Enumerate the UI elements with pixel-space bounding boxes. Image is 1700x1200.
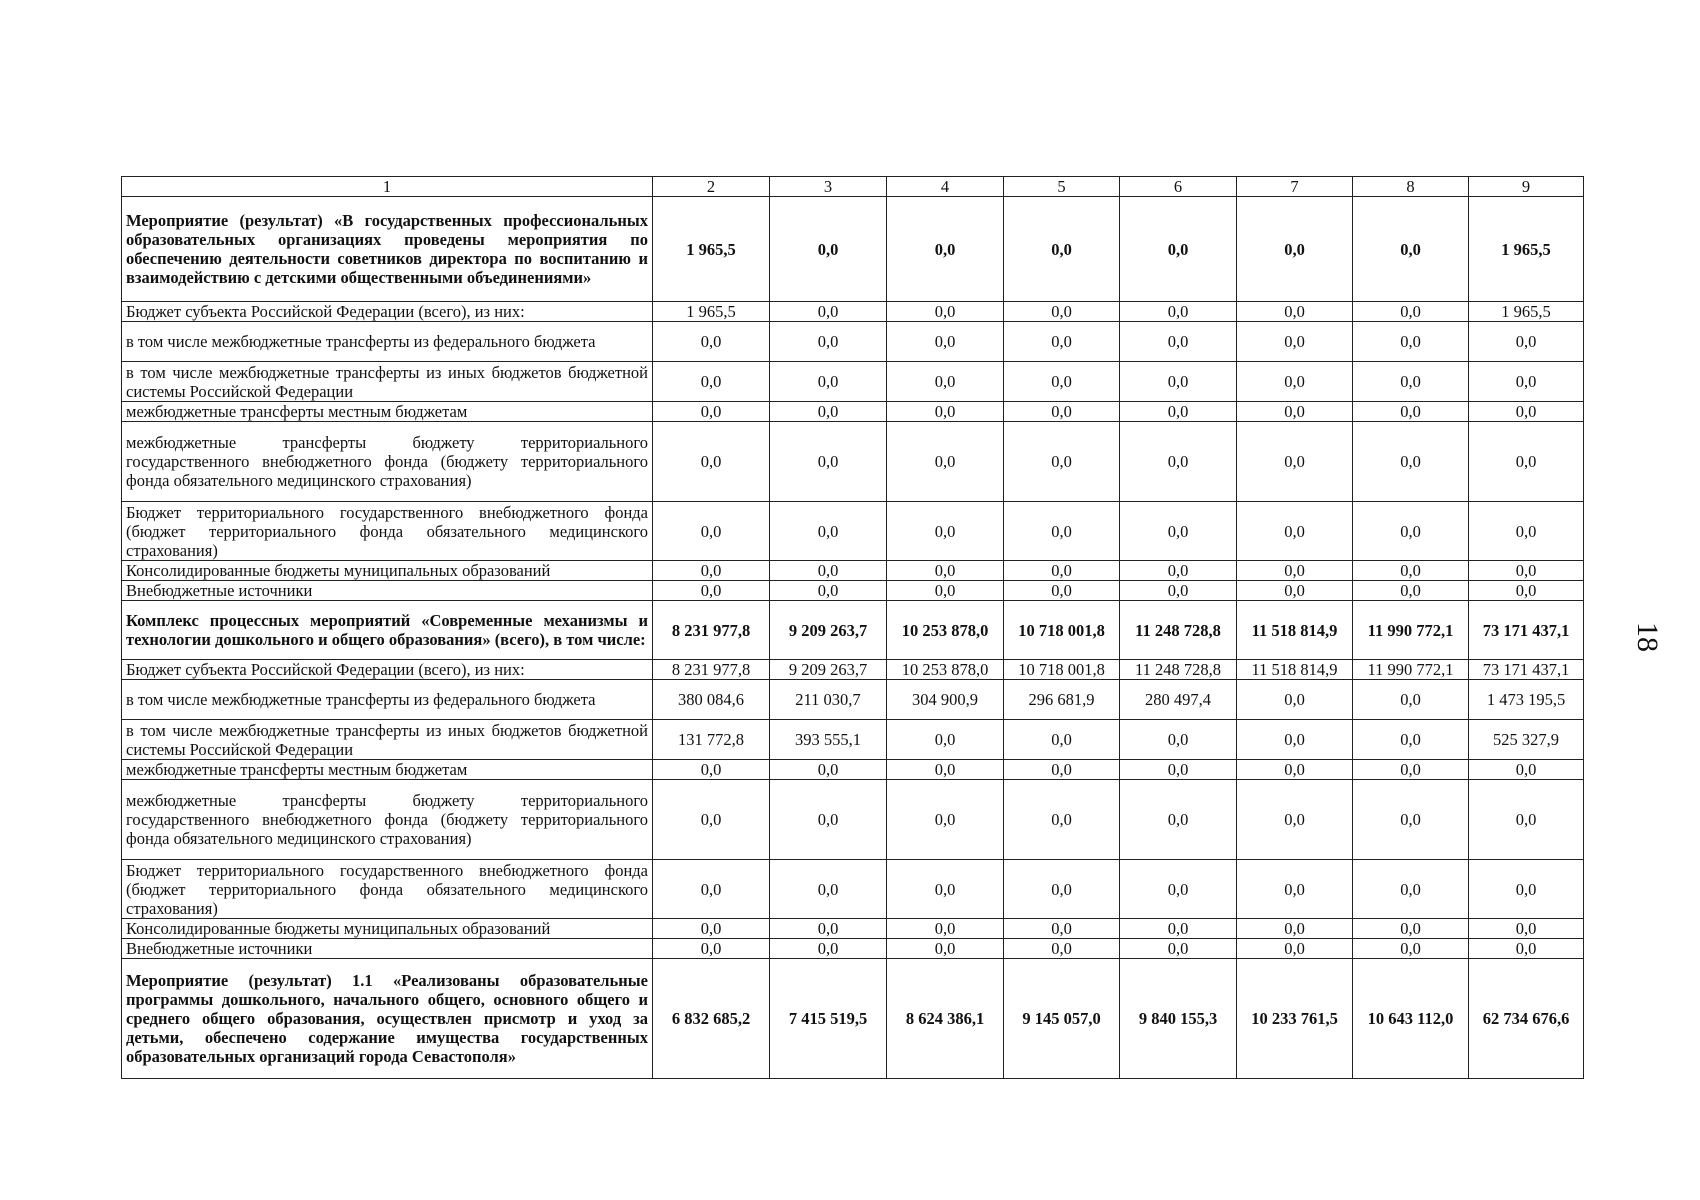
value-cell: 0,0 — [1120, 860, 1237, 919]
value-cell: 0,0 — [770, 860, 887, 919]
value-cell: 0,0 — [887, 561, 1004, 581]
value-cell: 11 518 814,9 — [1237, 660, 1353, 680]
value-cell: 0,0 — [1120, 939, 1237, 959]
row-label: межбюджетные трансферты бюджету территориального государственного внебюджетного фонда (бюджету территориального фонда обязательного медицинского страхования) — [122, 422, 653, 502]
value-cell: 0,0 — [1237, 322, 1353, 362]
value-cell: 0,0 — [887, 860, 1004, 919]
row-label: межбюджетные трансферты местным бюджетам — [122, 402, 653, 422]
value-cell: 0,0 — [887, 919, 1004, 939]
table-row — [122, 780, 1584, 860]
value-cell: 0,0 — [1469, 502, 1584, 561]
value-cell: 0,0 — [1237, 720, 1353, 760]
row-label: Внебюджетные источники — [122, 939, 653, 959]
value-cell: 0,0 — [887, 302, 1004, 322]
value-cell: 0,0 — [1120, 322, 1237, 362]
value-cell: 0,0 — [1237, 302, 1353, 322]
value-cell: 0,0 — [770, 502, 887, 561]
value-cell: 0,0 — [653, 939, 770, 959]
value-cell: 131 772,8 — [653, 720, 770, 760]
value-cell: 9 840 155,3 — [1120, 959, 1237, 1079]
table-row — [122, 422, 1584, 502]
value-cell: 0,0 — [1004, 939, 1120, 959]
value-cell: 0,0 — [1004, 919, 1120, 939]
value-cell: 0,0 — [887, 780, 1004, 860]
value-cell: 9 209 263,7 — [770, 601, 887, 660]
value-cell: 62 734 676,6 — [1469, 959, 1584, 1079]
row-label: в том числе межбюджетные трансферты из иных бюджетов бюджетной системы Российской Федерации — [122, 362, 653, 402]
value-cell: 0,0 — [653, 760, 770, 780]
row-label: в том числе межбюджетные трансферты из иных бюджетов бюджетной системы Российской Федерации — [122, 720, 653, 760]
value-cell: 0,0 — [1004, 760, 1120, 780]
value-cell: 0,0 — [1469, 780, 1584, 860]
value-cell: 0,0 — [1469, 322, 1584, 362]
value-cell: 11 248 728,8 — [1120, 601, 1237, 660]
value-cell: 380 084,6 — [653, 680, 770, 720]
value-cell: 0,0 — [887, 502, 1004, 561]
value-cell: 73 171 437,1 — [1469, 660, 1584, 680]
value-cell: 8 624 386,1 — [887, 959, 1004, 1079]
value-cell: 0,0 — [1004, 422, 1120, 502]
value-cell: 0,0 — [770, 402, 887, 422]
value-cell: 0,0 — [1237, 680, 1353, 720]
value-cell: 0,0 — [1004, 780, 1120, 860]
value-cell: 0,0 — [1004, 402, 1120, 422]
table-row — [122, 939, 1584, 959]
value-cell: 0,0 — [1469, 919, 1584, 939]
page-number: 18 — [1631, 622, 1664, 652]
table-row — [122, 362, 1584, 402]
value-cell: 0,0 — [770, 561, 887, 581]
value-cell: 0,0 — [1120, 502, 1237, 561]
value-cell: 0,0 — [1237, 422, 1353, 502]
value-cell: 0,0 — [887, 581, 1004, 601]
row-label: Бюджет территориального государственного внебюджетного фонда (бюджет территориального фонда обязательного медицинского страхования) — [122, 860, 653, 919]
value-cell: 0,0 — [1353, 939, 1469, 959]
value-cell: 0,0 — [1120, 919, 1237, 939]
value-cell: 0,0 — [653, 362, 770, 402]
value-cell: 0,0 — [1353, 680, 1469, 720]
value-cell: 304 900,9 — [887, 680, 1004, 720]
value-cell: 11 248 728,8 — [1120, 660, 1237, 680]
value-cell: 0,0 — [1237, 561, 1353, 581]
value-cell: 0,0 — [770, 322, 887, 362]
value-cell: 0,0 — [653, 919, 770, 939]
value-cell: 10 718 001,8 — [1004, 601, 1120, 660]
table-row — [122, 502, 1584, 561]
value-cell: 0,0 — [653, 502, 770, 561]
value-cell: 0,0 — [1004, 197, 1120, 302]
value-cell: 0,0 — [1469, 422, 1584, 502]
value-cell: 0,0 — [653, 581, 770, 601]
column-header: 5 — [1004, 177, 1120, 197]
row-label: Консолидированные бюджеты муниципальных образований — [122, 561, 653, 581]
value-cell: 0,0 — [1120, 302, 1237, 322]
value-cell: 0,0 — [770, 919, 887, 939]
value-cell: 0,0 — [1237, 919, 1353, 939]
value-cell: 211 030,7 — [770, 680, 887, 720]
column-header: 6 — [1120, 177, 1237, 197]
value-cell: 0,0 — [887, 720, 1004, 760]
value-cell: 0,0 — [1353, 422, 1469, 502]
table-row — [122, 402, 1584, 422]
value-cell: 0,0 — [1469, 860, 1584, 919]
row-label: в том числе межбюджетные трансферты из федерального бюджета — [122, 322, 653, 362]
row-label: межбюджетные трансферты бюджету территориального государственного внебюджетного фонда (бюджету территориального фонда обязательного медицинского страхования) — [122, 780, 653, 860]
value-cell: 0,0 — [1004, 860, 1120, 919]
value-cell: 0,0 — [1004, 561, 1120, 581]
value-cell: 9 209 263,7 — [770, 660, 887, 680]
value-cell: 1 473 195,5 — [1469, 680, 1584, 720]
table-row — [122, 680, 1584, 720]
table-row — [122, 959, 1584, 1079]
table-row — [122, 860, 1584, 919]
value-cell: 0,0 — [1004, 322, 1120, 362]
value-cell: 0,0 — [770, 197, 887, 302]
value-cell: 0,0 — [1469, 939, 1584, 959]
value-cell: 0,0 — [770, 760, 887, 780]
value-cell: 0,0 — [887, 760, 1004, 780]
value-cell: 10 233 761,5 — [1237, 959, 1353, 1079]
column-header: 4 — [887, 177, 1004, 197]
row-label: Внебюджетные источники — [122, 581, 653, 601]
table-row — [122, 197, 1584, 302]
value-cell: 0,0 — [1120, 402, 1237, 422]
value-cell: 0,0 — [1004, 581, 1120, 601]
value-cell: 0,0 — [1120, 760, 1237, 780]
value-cell: 0,0 — [1120, 780, 1237, 860]
row-label: в том числе межбюджетные трансферты из федерального бюджета — [122, 680, 653, 720]
column-header: 9 — [1469, 177, 1584, 197]
value-cell: 0,0 — [770, 581, 887, 601]
value-cell: 0,0 — [1237, 939, 1353, 959]
value-cell: 10 718 001,8 — [1004, 660, 1120, 680]
value-cell: 9 145 057,0 — [1004, 959, 1120, 1079]
value-cell: 0,0 — [1353, 919, 1469, 939]
column-header: 7 — [1237, 177, 1353, 197]
table-row — [122, 720, 1584, 760]
value-cell: 0,0 — [653, 561, 770, 581]
value-cell: 0,0 — [1120, 720, 1237, 760]
value-cell: 0,0 — [653, 860, 770, 919]
value-cell: 0,0 — [1353, 720, 1469, 760]
value-cell: 0,0 — [887, 422, 1004, 502]
value-cell: 11 990 772,1 — [1353, 601, 1469, 660]
value-cell: 11 518 814,9 — [1237, 601, 1353, 660]
column-header: 2 — [653, 177, 770, 197]
value-cell: 1 965,5 — [653, 197, 770, 302]
value-cell: 0,0 — [1469, 402, 1584, 422]
table-row — [122, 561, 1584, 581]
value-cell: 0,0 — [1353, 362, 1469, 402]
value-cell: 0,0 — [1237, 780, 1353, 860]
value-cell: 0,0 — [1004, 362, 1120, 402]
value-cell: 525 327,9 — [1469, 720, 1584, 760]
value-cell: 0,0 — [1004, 502, 1120, 561]
value-cell: 8 231 977,8 — [653, 601, 770, 660]
value-cell: 0,0 — [1120, 422, 1237, 502]
value-cell: 0,0 — [770, 362, 887, 402]
value-cell: 0,0 — [1353, 322, 1469, 362]
value-cell: 0,0 — [887, 939, 1004, 959]
row-label: Бюджет субъекта Российской Федерации (всего), из них: — [122, 302, 653, 322]
value-cell: 393 555,1 — [770, 720, 887, 760]
value-cell: 8 231 977,8 — [653, 660, 770, 680]
row-label: Бюджет субъекта Российской Федерации (всего), из них: — [122, 660, 653, 680]
value-cell: 0,0 — [653, 322, 770, 362]
value-cell: 10 643 112,0 — [1353, 959, 1469, 1079]
value-cell: 0,0 — [770, 780, 887, 860]
value-cell: 0,0 — [887, 197, 1004, 302]
value-cell: 0,0 — [1120, 362, 1237, 402]
row-label: Бюджет территориального государственного внебюджетного фонда (бюджет территориального фонда обязательного медицинского страхования) — [122, 502, 653, 561]
value-cell: 0,0 — [770, 302, 887, 322]
value-cell: 0,0 — [653, 402, 770, 422]
table-row — [122, 302, 1584, 322]
value-cell: 0,0 — [1237, 860, 1353, 919]
value-cell: 0,0 — [1353, 860, 1469, 919]
value-cell: 73 171 437,1 — [1469, 601, 1584, 660]
row-label: Мероприятие (результат) 1.1 «Реализованы образовательные программы дошкольного, начального общего, основного общего и среднего общего образования, осуществлен присмотр и уход за детьми, обеспечено содержание имущества государственных образовательных организаций города Севастополя» — [122, 959, 653, 1079]
table-row — [122, 660, 1584, 680]
column-header: 8 — [1353, 177, 1469, 197]
value-cell: 0,0 — [1353, 502, 1469, 561]
value-cell: 1 965,5 — [1469, 197, 1584, 302]
value-cell: 0,0 — [1353, 760, 1469, 780]
value-cell: 0,0 — [1353, 581, 1469, 601]
value-cell: 280 497,4 — [1120, 680, 1237, 720]
value-cell: 7 415 519,5 — [770, 959, 887, 1079]
table-row — [122, 919, 1584, 939]
value-cell: 0,0 — [1237, 581, 1353, 601]
table-body — [122, 177, 1584, 1079]
value-cell: 0,0 — [887, 322, 1004, 362]
value-cell: 0,0 — [1237, 402, 1353, 422]
value-cell: 0,0 — [1469, 561, 1584, 581]
table-row — [122, 581, 1584, 601]
column-header: 1 — [122, 177, 653, 197]
value-cell: 0,0 — [1120, 561, 1237, 581]
value-cell: 11 990 772,1 — [1353, 660, 1469, 680]
value-cell: 0,0 — [887, 402, 1004, 422]
value-cell: 0,0 — [1469, 362, 1584, 402]
row-label: межбюджетные трансферты местным бюджетам — [122, 760, 653, 780]
value-cell: 0,0 — [1237, 197, 1353, 302]
value-cell: 0,0 — [1353, 302, 1469, 322]
column-header: 3 — [770, 177, 887, 197]
value-cell: 0,0 — [1237, 760, 1353, 780]
value-cell: 0,0 — [770, 422, 887, 502]
value-cell: 10 253 878,0 — [887, 660, 1004, 680]
value-cell: 0,0 — [887, 362, 1004, 402]
value-cell: 0,0 — [653, 780, 770, 860]
value-cell: 0,0 — [1237, 362, 1353, 402]
value-cell: 0,0 — [1469, 760, 1584, 780]
value-cell: 0,0 — [770, 939, 887, 959]
value-cell: 10 253 878,0 — [887, 601, 1004, 660]
value-cell: 0,0 — [653, 422, 770, 502]
value-cell: 0,0 — [1353, 402, 1469, 422]
value-cell: 0,0 — [1353, 197, 1469, 302]
value-cell: 6 832 685,2 — [653, 959, 770, 1079]
value-cell: 0,0 — [1237, 502, 1353, 561]
row-label: Консолидированные бюджеты муниципальных образований — [122, 919, 653, 939]
value-cell: 296 681,9 — [1004, 680, 1120, 720]
header-row — [122, 177, 1584, 197]
value-cell: 1 965,5 — [653, 302, 770, 322]
row-label: Мероприятие (результат) «В государственных профессиональных образовательных организациях проведены мероприятия по обеспечению деятельности советников директора по воспитанию и взаимодействию с детскими общественными объединениями» — [122, 197, 653, 302]
table-row — [122, 601, 1584, 660]
table-row — [122, 322, 1584, 362]
value-cell: 0,0 — [1353, 780, 1469, 860]
value-cell: 0,0 — [1469, 581, 1584, 601]
value-cell: 1 965,5 — [1469, 302, 1584, 322]
value-cell: 0,0 — [1004, 720, 1120, 760]
value-cell: 0,0 — [1120, 581, 1237, 601]
row-label: Комплекс процессных мероприятий «Современные механизмы и технологии дошкольного и общего образования» (всего), в том числе: — [122, 601, 653, 660]
value-cell: 0,0 — [1120, 197, 1237, 302]
table-row — [122, 760, 1584, 780]
value-cell: 0,0 — [1353, 561, 1469, 581]
value-cell: 0,0 — [1004, 302, 1120, 322]
budget-table — [121, 176, 1584, 1079]
